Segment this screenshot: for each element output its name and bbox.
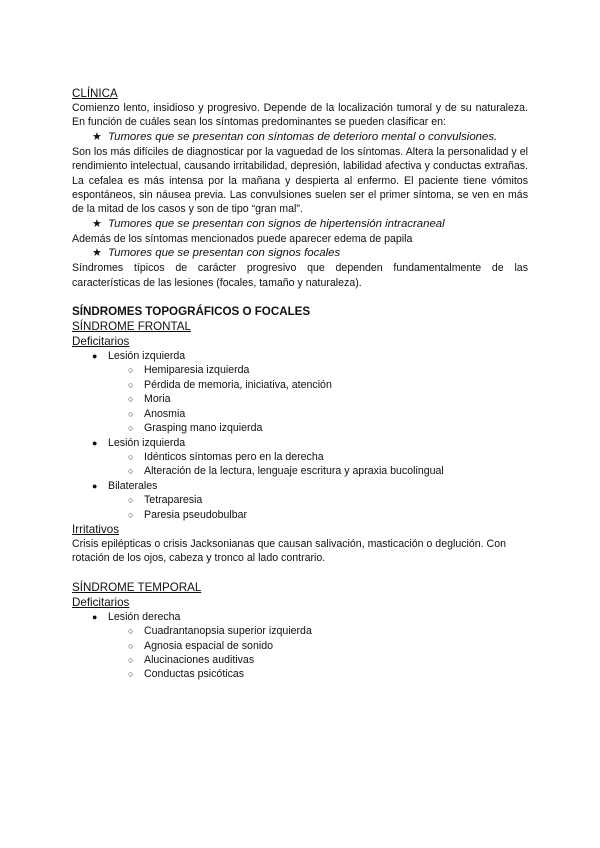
section-title: SÍNDROMES TOPOGRÁFICOS O FOCALES	[72, 305, 311, 319]
sublist	[72, 363, 528, 435]
sublist-item	[72, 624, 528, 638]
temporal-heading: SÍNDROME TEMPORAL	[72, 580, 202, 594]
star-item	[72, 130, 528, 145]
list-item-label: Lesión izquierda	[108, 436, 186, 449]
bullet-icon: ●	[92, 351, 98, 362]
circle-bullet-icon: ○	[128, 379, 134, 390]
sublist	[72, 624, 528, 682]
temporal-list	[72, 610, 528, 682]
spacer	[72, 566, 528, 580]
circle-bullet-icon: ○	[128, 408, 134, 419]
sublist-item-label: Moria	[144, 393, 171, 406]
list-item	[72, 349, 528, 435]
frontal-heading: SÍNDROME FRONTAL	[72, 320, 191, 334]
sublist-item	[72, 639, 528, 653]
circle-bullet-icon: ○	[128, 466, 134, 477]
deficitarios-heading: Deficitarios	[72, 595, 130, 609]
circle-bullet-icon: ○	[128, 365, 134, 376]
sublist-item	[72, 363, 528, 377]
sublist-item	[72, 450, 528, 464]
circle-bullet-icon: ○	[128, 509, 134, 520]
star-icon: ★	[92, 217, 102, 230]
clinica-intro: Comienzo lento, insidioso y progresivo. Depende de la localización tumoral y de su naturaleza. En función de cuáles sean los síntomas predominantes se pueden clasificar en:	[72, 102, 528, 129]
deficitarios-heading: Deficitarios	[72, 335, 130, 349]
irritativos-heading: Irritativos	[72, 522, 120, 536]
irritativos-paragraph: Crisis epilépticas o crisis Jacksonianas que causan salivación, masticación o deglución. Con rotación de los ojos, cabeza y tronco al lado contrario.	[72, 537, 506, 565]
list-item-label: Bilaterales	[108, 479, 158, 492]
circle-bullet-icon: ○	[128, 495, 134, 506]
paragraph: Además de los síntomas mencionados puede aparecer edema de papila	[72, 232, 413, 245]
list-item	[72, 436, 528, 479]
circle-bullet-icon: ○	[128, 654, 134, 665]
sublist-item	[72, 667, 528, 681]
sublist-item-label: Paresia pseudobulbar	[144, 508, 248, 521]
document-page	[72, 86, 528, 682]
circle-bullet-icon: ○	[128, 626, 134, 637]
circle-bullet-icon: ○	[128, 423, 134, 434]
star-icon: ★	[92, 247, 102, 260]
sublist-item	[72, 392, 528, 406]
circle-bullet-icon: ○	[128, 669, 134, 680]
circle-bullet-icon: ○	[128, 394, 134, 405]
bullet-icon: ●	[92, 480, 98, 491]
circle-bullet-icon: ○	[128, 451, 134, 462]
sublist	[72, 450, 528, 479]
star-item	[72, 217, 528, 232]
sublist-item-label: Pérdida de memoria, iniciativa, atención	[144, 378, 332, 391]
list-item	[72, 479, 528, 522]
sublist-item-label: Grasping mano izquierda	[144, 422, 263, 435]
sublist-item-label: Anosmia	[144, 407, 186, 420]
sublist-item-label: Idénticos síntomas pero en la derecha	[144, 450, 324, 463]
sublist-item-label: Alteración de la lectura, lenguaje escritura y apraxia bucolingual	[144, 465, 444, 478]
sublist-item	[72, 653, 528, 667]
star-item-label: Tumores que se presentan con signos focales	[108, 247, 341, 260]
sublist-item	[72, 407, 528, 421]
star-item-label: Tumores que se presentan con síntomas de deterioro mental o convulsiones.	[108, 130, 498, 143]
sublist-item-label: Tetraparesia	[144, 494, 203, 507]
paragraph: Síndromes típicos de carácter progresivo que dependen fundamentalmente de las características de las lesiones (focales, tamaño y naturaleza).	[72, 262, 528, 289]
sublist-item-label: Alucinaciones auditivas	[144, 653, 255, 666]
star-item-label: Tumores que se presentan con signos de hipertensión intracraneal	[108, 217, 445, 230]
sublist-item-label: Hemiparesia izquierda	[144, 364, 250, 377]
star-icon: ★	[92, 130, 102, 143]
sublist-item	[72, 421, 528, 435]
list-item-label: Lesión izquierda	[108, 350, 186, 363]
clinica-heading: CLÍNICA	[72, 87, 118, 100]
frontal-list	[72, 349, 528, 522]
circle-bullet-icon: ○	[128, 640, 134, 651]
star-item	[72, 246, 528, 261]
paragraph: Son los más difíciles de diagnosticar por la vaguedad de los síntomas. Altera la personalidad y el rendimiento intelectual, causando irritabilidad, depresión, labilidad afectiva y conductas extrañas. La cefalea es más intensa por la mañana y despierta al enfermo. El paciente tiene vómitos espontáneos, sin náusea previa. Las convulsiones suelen ser el primer síntoma, se ven en más de la mitad de los casos y son de tipo “gran mal”.	[72, 145, 528, 216]
bullet-icon: ●	[92, 611, 98, 622]
sublist-item	[72, 493, 528, 507]
list-item-label: Lesión derecha	[108, 610, 181, 623]
list-item	[72, 610, 528, 682]
sublist-item-label: Agnosia espacial de sonido	[144, 639, 273, 652]
sublist-item	[72, 378, 528, 392]
sublist-item-label: Conductas psicóticas	[144, 668, 245, 681]
sublist-item	[72, 508, 528, 522]
sublist-item-label: Cuadrantanopsia superior izquierda	[144, 625, 312, 638]
bullet-icon: ●	[92, 437, 98, 448]
sublist-item	[72, 464, 528, 478]
sublist	[72, 493, 528, 522]
